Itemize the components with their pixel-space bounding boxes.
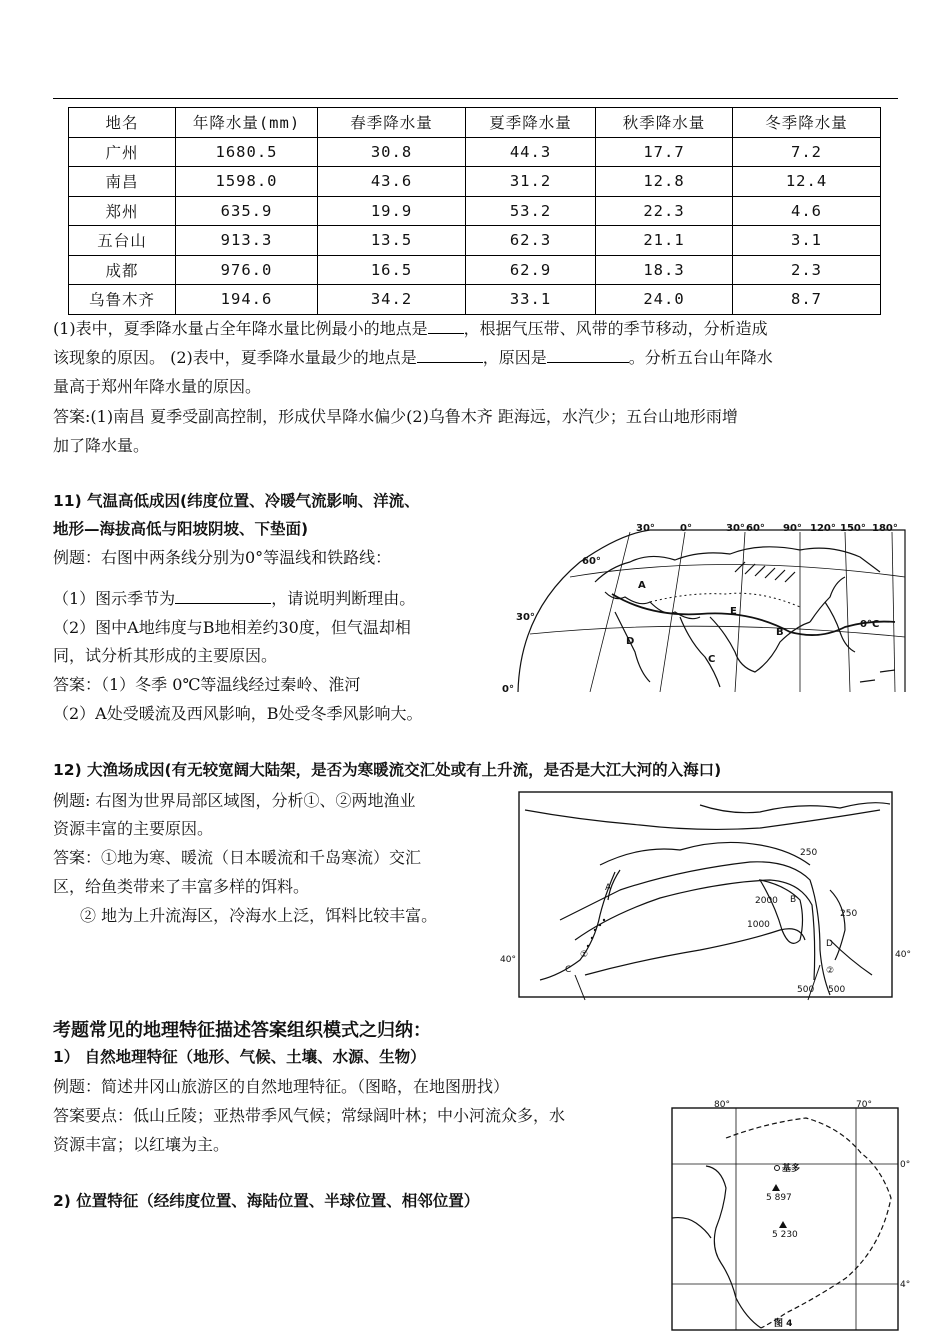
eurasia-isotherm-map [500, 522, 910, 692]
table-cell: 7.2 [733, 137, 881, 167]
map3-lat-label: 4° [900, 1280, 911, 1290]
map3-top-label: 70° [856, 1100, 872, 1110]
table-cell: 2.3 [733, 255, 881, 285]
section-11-q2a: （2）图中A地纬度与B地相差约30度，但气温却相 [53, 618, 411, 637]
map1-top-label: 60° [746, 523, 765, 534]
top-rule [53, 98, 898, 99]
map1-top-label: 0° [680, 523, 692, 534]
table-cell: 913.3 [176, 226, 318, 256]
map1-top-label: 30° [636, 523, 655, 534]
map1-lat-label: 60° [582, 556, 601, 567]
table-cell: 广州 [69, 137, 176, 167]
table-cell: 13.5 [318, 226, 466, 256]
map1-isotherm-label: 0°C [860, 619, 880, 630]
table-cell: 17.7 [596, 137, 733, 167]
table-cell: 34.2 [318, 285, 466, 315]
table-cell: 62.3 [466, 226, 596, 256]
table-header-cell: 冬季降水量 [733, 108, 881, 138]
table-row [69, 137, 881, 167]
table-cell: 24.0 [596, 285, 733, 315]
table-row [69, 255, 881, 285]
table-header-cell: 夏季降水量 [466, 108, 596, 138]
answer-blank [175, 589, 271, 604]
answer-blank [428, 319, 464, 334]
section-11-title-1: 11) 气温高低成因(纬度位置、冷暖气流影响、洋流、 [53, 492, 420, 510]
table-cell: 44.3 [466, 137, 596, 167]
q1-answer-line2: 加了降水量。 [53, 436, 150, 455]
q1-line2: 该现象的原因。 (2)表中，夏季降水量最少的地点是 ，原因是 。分析五台山年降水 [53, 348, 773, 367]
table-header-cell: 春季降水量 [318, 108, 466, 138]
map1-point: C [708, 654, 716, 665]
table-row [69, 196, 881, 226]
table-row [69, 167, 881, 197]
map2-contour-label: 250 [800, 848, 818, 858]
map2-point: A [605, 883, 612, 893]
map3-peak-label: 5 897 [766, 1193, 792, 1203]
map2-contour-label: 2000 [755, 896, 778, 906]
table-row [69, 285, 881, 315]
section-12-answer-1: 答案：①地为寒、暖流（日本暖流和千岛寒流）交汇 [53, 848, 422, 867]
q1-line1: (1)表中，夏季降水量占全年降水量比例最小的地点是 ，根据气压带、风带的季节移动，分析造成 [53, 319, 768, 338]
table-header-row [69, 108, 881, 138]
table-cell: 1680.5 [176, 137, 318, 167]
table-cell: 成都 [69, 255, 176, 285]
map1-top-label: 90° [783, 523, 802, 534]
map3-city-label: 基多 [782, 1164, 801, 1174]
map3-lat-label: 0° [900, 1160, 911, 1170]
table-cell: 31.2 [466, 167, 596, 197]
table-cell: 五台山 [69, 226, 176, 256]
answer-blank [417, 348, 483, 363]
map2-circled-label: ② [826, 966, 835, 976]
summary-section-2: 2) 位置特征（经纬度位置、海陆位置、半球位置、相邻位置） [53, 1192, 480, 1210]
section-12-example-2: 资源丰富的主要原因。 [53, 819, 214, 838]
map3-peak-label: 5 230 [772, 1230, 798, 1240]
q1-line3: 量高于郑州年降水量的原因。 [53, 377, 262, 396]
table-cell: 53.2 [466, 196, 596, 226]
answer-blank [547, 348, 629, 363]
section-11-q2b: 同，试分析其形成的主要原因。 [53, 646, 278, 665]
table-cell: 33.1 [466, 285, 596, 315]
map1-top-label: 150° [840, 523, 866, 534]
map2-contour-label: 500 [828, 985, 846, 995]
map1-top-label: 120° [810, 523, 836, 534]
table-cell: 635.9 [176, 196, 318, 226]
table-cell: 8.7 [733, 285, 881, 315]
map2-lat-label: 40° [895, 950, 911, 960]
section-12-title: 12) 大渔场成因(有无较宽阔大陆架，是否为寒暖流交汇处或有上升流，是否是大江大河的入海口) [53, 761, 722, 779]
section-12-answer-3: ② 地为上升流海区，冷海水上泛，饵料比较丰富。 [80, 906, 438, 925]
map2-contour-label: 250 [840, 909, 858, 919]
table-cell: 30.8 [318, 137, 466, 167]
map1-point: A [638, 580, 646, 591]
section-11-answer-2: （2）A处受暖流及西风影响，B处受冬季风影响大。 [53, 704, 423, 723]
map3-top-label: 80° [714, 1100, 730, 1110]
summary-answer-1: 答案要点：低山丘陵；亚热带季风气候；常绿阔叶林；中小河流众多，水 [53, 1106, 566, 1125]
summary-section-1: 1） 自然地理特征（地形、气候、土壤、水源、生物） [53, 1048, 426, 1066]
map1-top-label: 30° [726, 523, 745, 534]
table-cell: 16.5 [318, 255, 466, 285]
table-cell: 19.9 [318, 196, 466, 226]
map1-top-label: 180° [872, 523, 898, 534]
table-header-cell: 年降水量(mm) [176, 108, 318, 138]
section-11-q1: （1）图示季节为 ，请说明判断理由。 [53, 589, 416, 608]
map2-circled-label: ① [580, 950, 589, 960]
map1-point: D [626, 636, 635, 647]
table-cell: 194.6 [176, 285, 318, 315]
table-cell: 南昌 [69, 167, 176, 197]
table-header-cell: 地名 [69, 108, 176, 138]
ecuador-map [666, 1098, 916, 1342]
north-pacific-map [500, 790, 920, 1010]
map2-lat-label: 40° [500, 955, 516, 965]
table-cell: 62.9 [466, 255, 596, 285]
section-11-example: 例题：右图中两条线分别为0°等温线和铁路线： [53, 548, 392, 567]
map2-point: D [826, 939, 833, 949]
table-cell: 43.6 [318, 167, 466, 197]
table-cell: 1598.0 [176, 167, 318, 197]
table-cell: 乌鲁木齐 [69, 285, 176, 315]
map1-point: B [776, 627, 784, 638]
table-cell: 22.3 [596, 196, 733, 226]
summary-example: 例题：简述井冈山旅游区的自然地理特征。（图略，在地图册找） [53, 1077, 510, 1096]
map1-lat-label: 0° [502, 684, 514, 692]
table-header-cell: 秋季降水量 [596, 108, 733, 138]
map1-point: E [730, 606, 737, 617]
table-cell: 3.1 [733, 226, 881, 256]
map2-point: B [790, 895, 797, 905]
map1-lat-label: 30° [516, 612, 535, 623]
table-cell: 976.0 [176, 255, 318, 285]
table-row [69, 226, 881, 256]
summary-title: 考题常见的地理特征描述答案组织模式之归纳： [53, 1020, 431, 1041]
precipitation-table [68, 107, 881, 315]
q1-answer-line1: 答案:(1)南昌 夏季受副高控制，形成伏旱降水偏少(2)乌鲁木齐 距海远，水汽少；五台山地形雨增 [53, 407, 738, 426]
table-cell: 21.1 [596, 226, 733, 256]
table-cell: 12.4 [733, 167, 881, 197]
table-cell: 12.8 [596, 167, 733, 197]
map3-caption: 图 4 [774, 1319, 793, 1329]
table-cell: 18.3 [596, 255, 733, 285]
map2-contour-label: 1000 [747, 920, 770, 930]
map2-point: C [565, 965, 572, 975]
section-11-title-2: 地形—海拔高低与阳坡阴坡、下垫面) [53, 520, 309, 538]
table-cell: 郑州 [69, 196, 176, 226]
summary-answer-2: 资源丰富；以红壤为主。 [53, 1135, 230, 1154]
table-cell: 4.6 [733, 196, 881, 226]
section-12-example-1: 例题: 右图为世界局部区域图，分析①、②两地渔业 [53, 791, 416, 810]
section-12-answer-2: 区，给鱼类带来了丰富多样的饵料。 [53, 877, 310, 896]
section-11-answer-1: 答案：（1）冬季 0℃等温线经过秦岭、淮河 [53, 675, 361, 694]
map2-contour-label: 500 [797, 985, 815, 995]
